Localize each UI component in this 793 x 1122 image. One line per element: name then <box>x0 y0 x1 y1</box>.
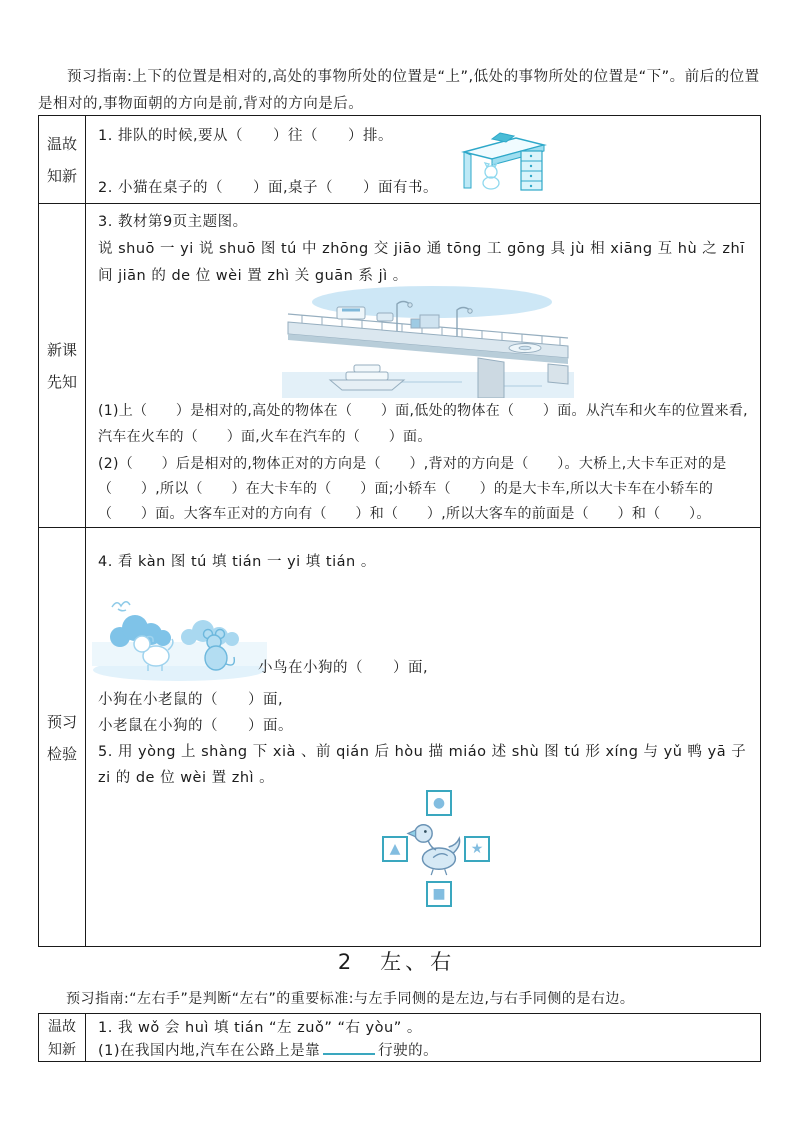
row-label-line: 知新 <box>46 167 77 185</box>
circle-icon: ● <box>432 795 446 811</box>
review-content-cell <box>86 116 760 204</box>
row-label-line: 先知 <box>46 373 77 391</box>
row-label-review <box>39 116 86 204</box>
car-icon <box>377 313 393 321</box>
question-1: 1. 排队的时候,要从（ ）往（ ）排。 <box>98 128 394 144</box>
triangle-icon: ▲ <box>389 841 401 857</box>
row-label-preview-check <box>39 528 86 946</box>
fill-pre-text: (1)在我国内地,汽车在公路上是靠 <box>98 1043 321 1059</box>
row-label-new-lesson <box>39 204 86 528</box>
answer-blank <box>323 1039 375 1055</box>
row-label-line: 新课 <box>46 341 77 359</box>
bridge-scene-illustration <box>282 286 574 398</box>
lesson1-table <box>38 115 761 947</box>
question-5-line1: 5. 用 yòng 上 shàng 下 xià 、前 qián 后 hòu 描 miáo 述 shù 图 tú 形 xíng 与 yǔ 鸭 yā 子 <box>98 744 747 760</box>
fill-post-text: 行驶的。 <box>378 1043 439 1059</box>
truck-icon <box>420 315 439 328</box>
section-2-title: 2 左、右 <box>337 950 456 974</box>
star-icon: ★ <box>470 841 484 857</box>
row-label-review-2 <box>39 1014 86 1061</box>
review-2-content-cell <box>86 1014 760 1061</box>
question-3: 3. 教材第9页主题图。 <box>98 214 248 230</box>
shape-box-circle <box>426 790 452 816</box>
preview-guide-top: 预习指南:上下的位置是相对的,高处的事物所处的位置是“上”,低处的事物所处的位置是“下”。前后的位置是相对的,事物面朝的方向是前,背对的方向是后。 <box>38 69 760 112</box>
lesson2-question-1: 1. 我 wǒ 会 huì 填 tián “左 zuǒ” “右 yòu” 。 <box>98 1020 422 1036</box>
question-4-line-dog: 小狗在小老鼠的（ ）面, <box>98 692 284 708</box>
question-4-line-bird: 小鸟在小狗的（ ）面, <box>258 660 429 676</box>
desk-with-cat-illustration <box>458 130 548 196</box>
row-label-line: 检验 <box>46 744 77 763</box>
question-3-pinyin-1: 说 shuō 一 yi 说 shuō 图 tú 中 zhōng 交 jiāo 通 tōng 工 gōng 具 jù 相 xiāng 互 hù 之 zhī <box>98 241 745 257</box>
bird-icon <box>112 602 130 611</box>
row-label-line: 知新 <box>48 1042 76 1058</box>
duck-icon <box>406 816 468 878</box>
square-icon: ■ <box>432 886 446 902</box>
shape-box-square <box>426 881 452 907</box>
question-4-line-mouse: 小老鼠在小狗的（ ）面。 <box>98 718 293 734</box>
lesson2-question-1-1 <box>98 1039 438 1060</box>
shape-box-triangle <box>382 836 408 862</box>
question-3-sub2: (2)（ ）后是相对的,物体正对的方向是（ ）,背对的方向是（ ）。大桥上,大卡车正对的是（ ）,所以（ ）在大卡车的（ ）面;小轿车（ ）的是大卡车,所以大卡车在小轿车的（ ）面。大客车正对的方向有（ ）和（ ）,所以大客车的前面是（ ）和（ ）。 <box>98 456 727 522</box>
row-label-line: 预习 <box>46 712 77 731</box>
preview-check-content-cell <box>86 528 760 946</box>
question-5-line2: zi 的 de 位 wèi 置 zhì 。 <box>98 770 275 786</box>
bird-dog-mouse-illustration <box>92 594 267 682</box>
question-4: 4. 看 kàn 图 tú 填 tián 一 yi 填 tián 。 <box>98 554 376 570</box>
preview-guide-bottom: 预习指南:“左右手”是判断“左右”的重要标准:与左手同侧的是左边,与右手同侧的是右边。 <box>66 991 635 1007</box>
cat-icon <box>483 163 499 189</box>
duck-position-diagram <box>374 788 504 914</box>
row-label-line: 温故 <box>46 135 77 153</box>
question-3-pinyin-2: 间 jiān 的 de 位 wèi 置 zhì 关 guān 系 jì 。 <box>98 268 408 284</box>
question-2: 2. 小猫在桌子的（ ）面,桌子（ ）面有书。 <box>98 180 439 196</box>
question-3-sub1: (1)上（ ）是相对的,高处的物体在（ ）面,低处的物体在（ ）面。从汽车和火车的位置来看,汽车在火车的（ ）面,火车在汽车的（ ）面。 <box>98 403 748 445</box>
new-lesson-content-cell <box>86 204 760 528</box>
lesson2-table <box>38 1013 761 1062</box>
row-label-line: 温故 <box>48 1019 76 1035</box>
